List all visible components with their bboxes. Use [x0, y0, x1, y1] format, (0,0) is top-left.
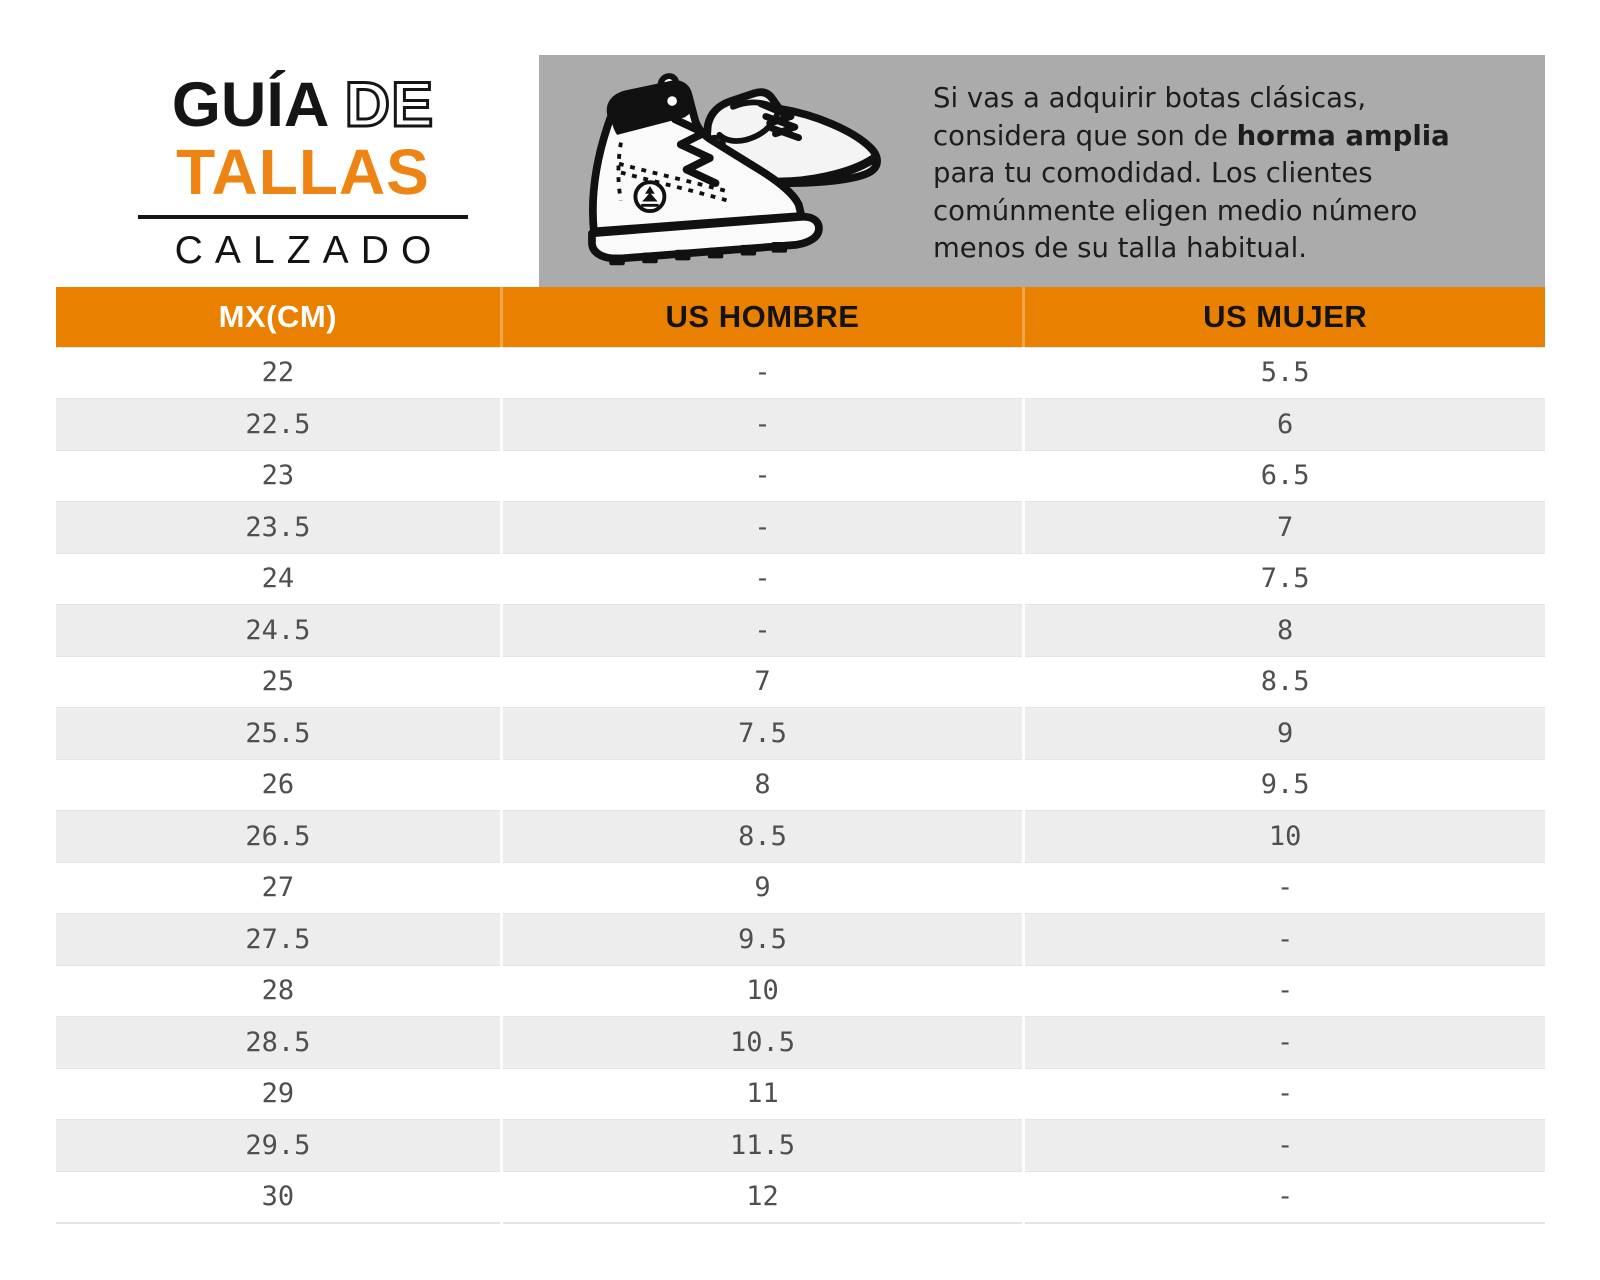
table-row [56, 656, 1545, 708]
table-cell: 7 [1024, 502, 1545, 554]
table-cell: 5.5 [1024, 347, 1545, 399]
table-cell: 9.5 [1024, 759, 1545, 811]
table-cell: 26 [56, 759, 501, 811]
col-header-mx-cm: MX(CM) [56, 287, 501, 347]
table-cell: 6.5 [1024, 450, 1545, 502]
table-cell: - [1024, 1017, 1545, 1069]
table-row [56, 708, 1545, 760]
table-row [56, 965, 1545, 1017]
table-cell: 26.5 [56, 811, 501, 863]
info-banner [539, 55, 1545, 287]
table-cell: 30 [56, 1171, 501, 1223]
table-cell: 29 [56, 1068, 501, 1120]
table-row [56, 605, 1545, 657]
table-cell: - [501, 553, 1024, 605]
table-row [56, 347, 1545, 399]
fit-advice-text [933, 80, 1485, 268]
size-table [56, 287, 1545, 1224]
tree-logo-large-icon [635, 182, 664, 211]
table-cell: 22 [56, 347, 501, 399]
logo-word-calzado: CALZADO [174, 229, 444, 272]
table-cell: - [501, 347, 1024, 399]
table-cell: 27 [56, 862, 501, 914]
table-cell: 9 [1024, 708, 1545, 760]
table-cell: 28.5 [56, 1017, 501, 1069]
size-guide-logo [136, 70, 470, 272]
table-cell: 24.5 [56, 605, 501, 657]
table-cell: - [1024, 965, 1545, 1017]
table-row [56, 1120, 1545, 1172]
table-cell: - [501, 399, 1024, 451]
table-cell: 10 [501, 965, 1024, 1017]
table-cell: 10 [1024, 811, 1545, 863]
table-cell: 23.5 [56, 502, 501, 554]
logo-word-guia: GUÍA [171, 70, 328, 140]
table-cell: 7 [501, 656, 1024, 708]
col-header-us-hombre: US HOMBRE [501, 287, 1024, 347]
logo-word-tallas: TALLAS [176, 136, 430, 208]
table-row [56, 914, 1545, 966]
table-cell: 9.5 [501, 914, 1024, 966]
table-row [56, 1171, 1545, 1223]
table-row [56, 811, 1545, 863]
advice-text-end: para tu comodidad. Los clientes comúnmente eligen medio número menos de su talla habitual. [933, 157, 1418, 264]
table-header-row [56, 287, 1545, 347]
table-row [56, 1068, 1545, 1120]
table-row [56, 553, 1545, 605]
table-cell: 22.5 [56, 399, 501, 451]
table-cell: 8.5 [1024, 656, 1545, 708]
table-cell: - [1024, 1120, 1545, 1172]
table-cell: 8 [501, 759, 1024, 811]
table-cell: - [501, 450, 1024, 502]
table-cell: 28 [56, 965, 501, 1017]
logo-title-line1 [136, 70, 470, 140]
table-cell: 7.5 [1024, 553, 1545, 605]
table-cell: 29.5 [56, 1120, 501, 1172]
boots-illustration-icon [563, 63, 901, 281]
table-cell: - [501, 605, 1024, 657]
table-cell: 23 [56, 450, 501, 502]
table-cell: 7.5 [501, 708, 1024, 760]
table-cell: 8 [1024, 605, 1545, 657]
logo-divider [138, 215, 468, 219]
table-cell: - [1024, 914, 1545, 966]
table-cell: - [1024, 862, 1545, 914]
table-cell: - [501, 502, 1024, 554]
table-cell: - [1024, 1171, 1545, 1223]
col-header-us-mujer: US MUJER [1024, 287, 1545, 347]
table-cell: 11 [501, 1068, 1024, 1120]
logo-word-de: DE [344, 70, 435, 140]
table-cell: 25.5 [56, 708, 501, 760]
table-cell: 24 [56, 553, 501, 605]
table-row [56, 399, 1545, 451]
table-cell: - [1024, 1068, 1545, 1120]
table-row [56, 502, 1545, 554]
table-cell: 6 [1024, 399, 1545, 451]
table-row [56, 1017, 1545, 1069]
table-row [56, 450, 1545, 502]
table-row [56, 759, 1545, 811]
advice-text-start: Si vas a adquirir botas clásicas, considera que son de [933, 82, 1367, 152]
table-cell: 8.5 [501, 811, 1024, 863]
size-table-container [56, 287, 1545, 1224]
table-cell: 9 [501, 862, 1024, 914]
table-cell: 12 [501, 1171, 1024, 1223]
table-cell: 27.5 [56, 914, 501, 966]
table-cell: 25 [56, 656, 501, 708]
table-cell: 10.5 [501, 1017, 1024, 1069]
table-row [56, 862, 1545, 914]
advice-text-bold: horma amplia [1236, 119, 1450, 152]
table-cell: 11.5 [501, 1120, 1024, 1172]
